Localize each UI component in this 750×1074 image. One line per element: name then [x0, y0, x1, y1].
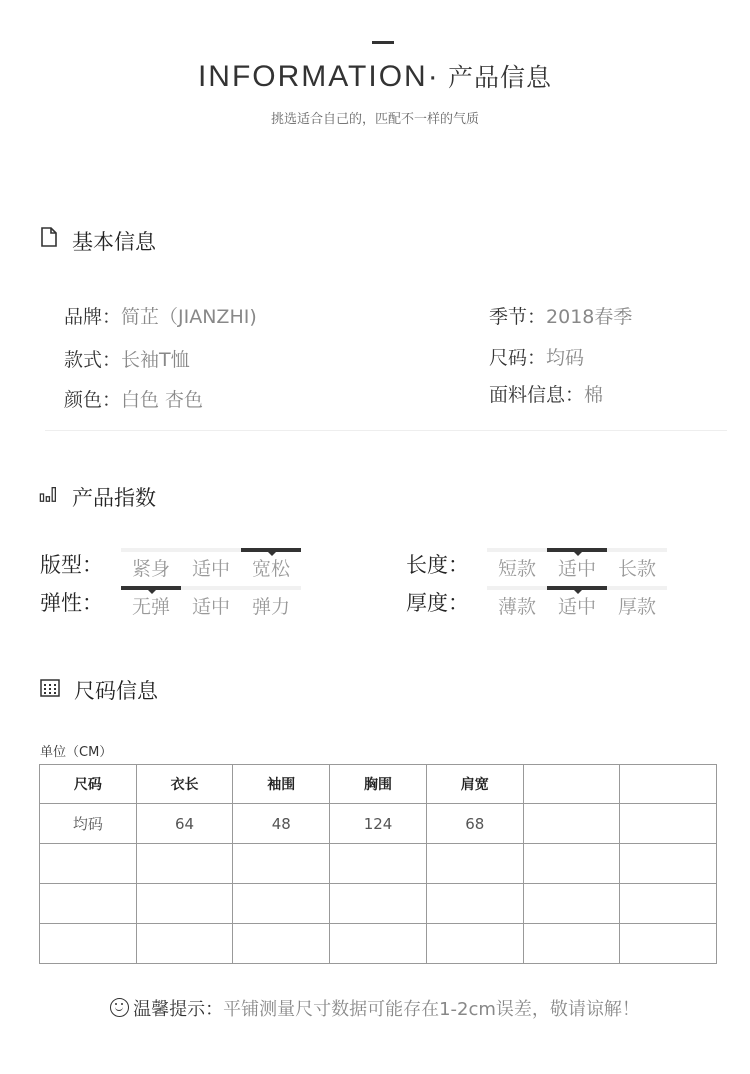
style-row — [64, 345, 190, 372]
table-cell: 68 — [426, 804, 523, 844]
basic-info-title: 基本信息 — [72, 230, 156, 254]
fabric-value: 棉 — [584, 384, 604, 406]
thickness-label: 厚度： — [406, 591, 469, 615]
table-header-row — [40, 765, 717, 804]
fabric-label: 面料信息： — [489, 384, 585, 406]
length-label: 长度： — [406, 553, 469, 577]
fit-option-2 — [241, 548, 301, 584]
brand-label: 品牌： — [64, 306, 122, 328]
tip-line — [0, 995, 750, 1021]
table-cell — [136, 924, 233, 964]
fit-scale — [121, 548, 301, 584]
table-row — [40, 844, 717, 884]
fit-label: 版型： — [40, 553, 103, 577]
header-dash — [372, 41, 394, 44]
thickness-scale — [487, 586, 667, 622]
table-cell — [523, 804, 620, 844]
thickness-option-text: 薄款 — [497, 596, 536, 618]
style-label: 款式： — [64, 349, 122, 371]
header-cell: 衣长 — [136, 765, 233, 804]
header-cell: 尺码 — [40, 765, 137, 804]
table-cell: 48 — [233, 804, 330, 844]
table-cell — [136, 884, 233, 924]
table-cell — [523, 884, 620, 924]
smile-icon — [110, 998, 129, 1017]
table-row — [40, 804, 717, 844]
table-row — [40, 924, 717, 964]
season-value: 2018春季 — [546, 306, 633, 328]
brand-value: 简芷（JIANZHI) — [121, 306, 257, 328]
fabric-row — [489, 380, 603, 407]
fit-option-text: 紧身 — [131, 558, 170, 580]
season-label: 季节： — [489, 306, 547, 328]
calendar-grid-icon — [40, 678, 60, 698]
brand-row — [64, 302, 257, 329]
table-row — [40, 884, 717, 924]
table-cell — [40, 844, 137, 884]
header-cell — [620, 765, 717, 804]
header-cell: 胸围 — [330, 765, 427, 804]
thickness-option-0 — [487, 586, 547, 622]
length-scale — [487, 548, 667, 584]
size-value: 均码 — [546, 347, 585, 369]
thickness-option-1 — [547, 586, 607, 622]
table-cell — [620, 924, 717, 964]
thickness-option-text: 厚款 — [617, 596, 656, 618]
title-cn: 产品信息 — [448, 63, 553, 92]
elastic-option-text: 弹力 — [251, 596, 290, 618]
elastic-label: 弹性： — [40, 591, 103, 615]
table-cell — [426, 924, 523, 964]
table-cell — [426, 844, 523, 884]
section-divider — [45, 430, 727, 431]
page-title — [0, 58, 750, 94]
length-option-2 — [607, 548, 667, 584]
fit-option-0 — [121, 548, 181, 584]
table-cell — [426, 884, 523, 924]
elastic-option-text: 适中 — [191, 596, 230, 618]
length-option-text: 长款 — [617, 558, 656, 580]
season-row — [489, 302, 632, 329]
table-cell — [233, 844, 330, 884]
length-option-0 — [487, 548, 547, 584]
size-row — [489, 343, 584, 370]
fit-option-1 — [181, 548, 241, 584]
length-option-text: 短款 — [497, 558, 536, 580]
table-cell — [330, 884, 427, 924]
title-dot: · — [427, 60, 439, 93]
color-value: 白色 杏色 — [121, 389, 204, 411]
document-icon — [39, 227, 59, 247]
tip-label: 温馨提示： — [133, 999, 224, 1020]
elastic-scale — [121, 586, 301, 622]
table-cell — [620, 884, 717, 924]
elastic-option-text: 无弹 — [131, 596, 170, 618]
tip-text: 平铺测量尺寸数据可能存在1-2cm误差，敬请谅解！ — [223, 999, 640, 1020]
color-row — [64, 385, 203, 412]
table-cell — [136, 844, 233, 884]
header-cell: 袖围 — [233, 765, 330, 804]
table-cell — [330, 844, 427, 884]
elastic-option-0 — [121, 586, 181, 622]
style-value: 长袖T恤 — [121, 349, 190, 371]
bar-chart-icon — [39, 484, 59, 504]
table-cell — [620, 804, 717, 844]
header-cell: 肩宽 — [426, 765, 523, 804]
header-cell — [523, 765, 620, 804]
size-table — [39, 764, 717, 964]
table-cell — [523, 924, 620, 964]
size-label: 尺码： — [489, 347, 547, 369]
title-en: INFORMATION — [197, 60, 428, 93]
thickness-option-2 — [607, 586, 667, 622]
color-label: 颜色： — [64, 389, 122, 411]
table-cell: 64 — [136, 804, 233, 844]
page-subtitle: 挑选适合自己的，匹配不一样的气质 — [270, 112, 479, 127]
index-title: 产品指数 — [72, 486, 156, 510]
elastic-option-2 — [241, 586, 301, 622]
elastic-option-1 — [181, 586, 241, 622]
table-cell: 均码 — [40, 804, 137, 844]
table-cell — [40, 884, 137, 924]
table-cell: 124 — [330, 804, 427, 844]
fit-option-text: 适中 — [191, 558, 230, 580]
table-cell — [523, 844, 620, 884]
table-cell — [330, 924, 427, 964]
size-info-title: 尺码信息 — [74, 679, 158, 703]
length-option-text: 适中 — [557, 558, 596, 580]
table-cell — [233, 884, 330, 924]
fit-option-text: 宽松 — [251, 558, 290, 580]
thickness-option-text: 适中 — [557, 596, 596, 618]
table-cell — [40, 924, 137, 964]
table-cell — [233, 924, 330, 964]
table-cell — [620, 844, 717, 884]
unit-label: 单位（CM） — [40, 745, 113, 760]
length-option-1 — [547, 548, 607, 584]
